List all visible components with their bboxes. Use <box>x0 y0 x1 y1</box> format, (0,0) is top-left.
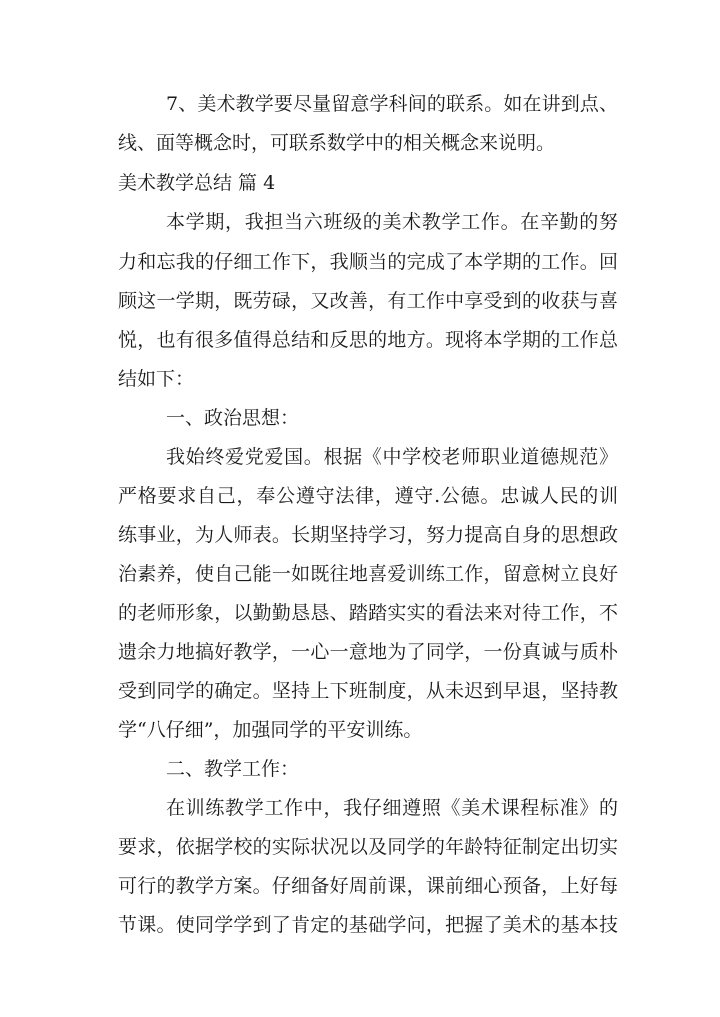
text-line-10: 我始终爱党爱国。根据《中学校老师职业道德规范》 <box>166 446 618 468</box>
text-line-15: 遗余力地搞好教学，一心一意地为了同学，一份真诚与质朴 <box>118 641 618 663</box>
section-heading-politics: 一、政治思想： <box>166 407 300 429</box>
text-line-4: 本学期，我担当六班级的美术教学工作。在辛勤的努 <box>166 211 618 233</box>
text-line-16: 受到同学的确定。坚持上下班制度，从未迟到早退，坚持教 <box>118 680 618 702</box>
text-line-21: 可行的教学方案。仔细备好周前课，课前细心预备，上好每 <box>118 875 618 897</box>
text-line-8: 结如下： <box>118 368 195 390</box>
text-line-14: 的老师形象，以勤勤恳恳、踏踏实实的看法来对待工作，不 <box>118 602 618 624</box>
text-line-13: 治素养，使自己能一如既往地喜爱训练工作，留意树立良好 <box>118 563 618 585</box>
text-line-22: 节课。使同学学到了肯定的基础学问，把握了美术的基本技 <box>118 914 618 936</box>
text-line-17: 学“八仔细”，加强同学的平安训练。 <box>118 719 423 741</box>
text-line-11: 严格要求自己，奉公遵守法律，遵守.公德。忠诚人民的训 <box>118 485 618 507</box>
text-line-7: 悦，也有很多值得总结和反思的地方。现将本学期的工作总 <box>118 329 618 351</box>
text-line-5: 力和忘我的仔细工作下，我顺当的完成了本学期的工作。回 <box>118 251 618 273</box>
section-heading-article-4: 美术教学总结 篇 4 <box>118 172 276 194</box>
section-heading-teaching: 二、教学工作： <box>166 758 300 780</box>
text-line-2: 线、面等概念时，可联系数学中的相关概念来说明。 <box>118 132 556 154</box>
text-line-1: 7、美术教学要尽量留意学科间的联系。如在讲到点、 <box>166 93 618 115</box>
text-line-20: 要求，依据学校的实际状况以及同学的年龄特征制定出切实 <box>118 836 618 858</box>
text-line-19: 在训练教学工作中，我仔细遵照《美术课程标准》的 <box>166 797 618 819</box>
text-line-6: 顾这一学期，既劳碌，又改善，有工作中享受到的收获与喜 <box>118 290 618 312</box>
text-line-12: 练事业，为人师表。长期坚持学习，努力提高自身的思想政 <box>118 524 618 546</box>
